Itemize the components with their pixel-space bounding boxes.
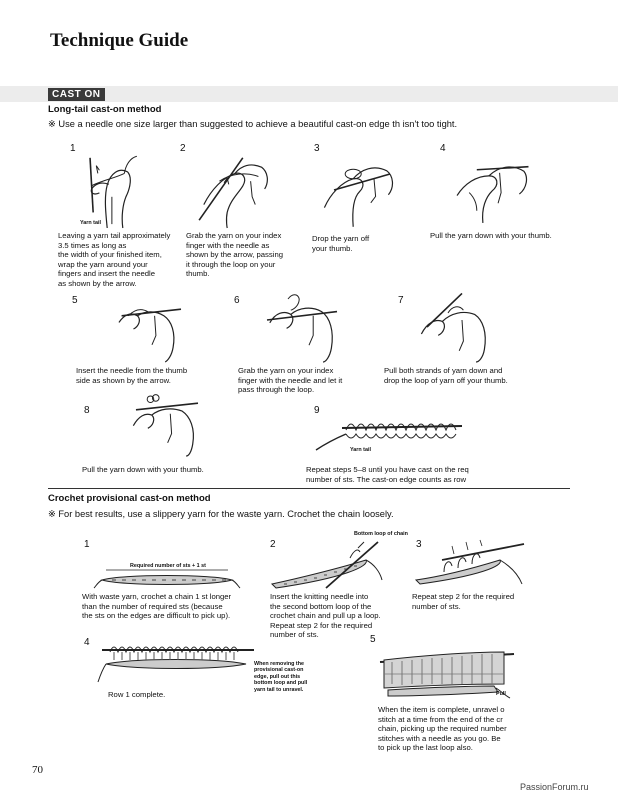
step-8-number: 8 bbox=[84, 405, 90, 416]
page-number: 70 bbox=[32, 764, 43, 776]
step-2-illustration bbox=[180, 150, 290, 228]
step-7-caption: Pull both strands of yarn down and drop the loop of yarn off your thumb. bbox=[384, 366, 508, 385]
yarn-tail-label: Yarn tail bbox=[80, 220, 101, 226]
crochet-step-3-number: 3 bbox=[416, 539, 422, 550]
crochet-step-1-illustration bbox=[92, 566, 242, 590]
step-9-illustration bbox=[312, 416, 462, 456]
step-5-caption: Insert the needle from the thumb side as shown by the arrow. bbox=[76, 366, 188, 385]
step-1-caption: Leaving a yarn tail approximately 3.5 times as long as the width of your finished item, wrap the yarn around your fingers and insert the needle as shown by the arrow. bbox=[58, 231, 171, 288]
step-7-number: 7 bbox=[398, 295, 404, 306]
step-5-number: 5 bbox=[72, 295, 78, 306]
crochet-step-1-caption: With waste yarn, crochet a chain 1 st longer than the number of required sts (because the sts on the edges are difficult to pick up). bbox=[82, 592, 232, 621]
crochet-heading: Crochet provisional cast-on method bbox=[48, 493, 211, 504]
long-tail-note: ※ Use a needle one size larger than suggested to achieve a beautiful cast-on edge th isn't too tight. bbox=[48, 119, 458, 129]
crochet-step-5-caption: When the item is complete, unravel o stitch at a time from the end of the cr chain, picking up the required number stitches with a needle as you go. Be to pick up the last loop also. bbox=[378, 705, 507, 753]
step-5-illustration bbox=[82, 296, 214, 362]
step-6-illustration bbox=[236, 292, 368, 362]
page-title: Technique Guide bbox=[50, 30, 189, 51]
removing-note-label: When removing the provisional cast-on edge, pull out this bottom loop and pull yarn tail to unravel. bbox=[254, 661, 308, 693]
required-sts-label: Required number of sts + 1 st bbox=[130, 563, 206, 569]
step-6-number: 6 bbox=[234, 295, 240, 306]
step-9-caption: Repeat steps 5–8 until you have cast on the req number of sts. The cast-on edge counts as row bbox=[306, 465, 469, 484]
step-4-caption: Pull the yarn down with your thumb. bbox=[430, 231, 552, 240]
step-4-illustration bbox=[432, 150, 552, 226]
section-badge: CAST ON bbox=[48, 88, 105, 101]
crochet-step-5-number: 5 bbox=[370, 634, 376, 645]
step-6-caption: Grab the yarn on your index finger with the needle and let it pass through the loop. bbox=[238, 366, 343, 395]
crochet-step-2-number: 2 bbox=[270, 539, 276, 550]
step-1-illustration bbox=[70, 150, 160, 228]
crochet-step-2-illustration bbox=[270, 538, 382, 590]
step-7-illustration bbox=[390, 292, 520, 362]
section-divider bbox=[48, 488, 570, 489]
crochet-step-4-caption: Row 1 complete. bbox=[108, 690, 166, 699]
step-4-number: 4 bbox=[440, 143, 446, 154]
crochet-step-4-illustration bbox=[96, 636, 254, 684]
step-1-number: 1 bbox=[70, 143, 76, 154]
pull-label: Pull bbox=[496, 691, 506, 697]
crochet-step-3-illustration bbox=[414, 540, 526, 588]
long-tail-heading: Long-tail cast-on method bbox=[48, 104, 162, 115]
step-9-number: 9 bbox=[314, 405, 320, 416]
step-2-number: 2 bbox=[180, 143, 186, 154]
step-8-caption: Pull the yarn down with your thumb. bbox=[82, 465, 204, 474]
step-3-number: 3 bbox=[314, 143, 320, 154]
crochet-note: ※ For best results, use a slippery yarn for the waste yarn. Crochet the chain loosely. bbox=[48, 509, 394, 519]
crochet-step-4-number: 4 bbox=[84, 637, 90, 648]
crochet-step-3-caption: Repeat step 2 for the required number of sts. bbox=[412, 592, 515, 611]
step-2-caption: Grab the yarn on your index finger with the needle as shown by the arrow, passing it through the loop on your thumb. bbox=[186, 231, 284, 279]
step-8-illustration bbox=[100, 390, 230, 456]
crochet-step-2-caption: Insert the knitting needle into the second bottom loop of the crochet chain and pull up a loop. Repeat step 2 for the required number of sts. bbox=[270, 592, 381, 640]
watermark: PassionForum.ru bbox=[520, 782, 589, 792]
step-3-illustration bbox=[302, 150, 414, 230]
bottom-loop-label: Bottom loop of chain bbox=[354, 531, 408, 537]
crochet-step-1-number: 1 bbox=[84, 539, 90, 550]
step-3-caption: Drop the yarn off your thumb. bbox=[312, 234, 370, 253]
yarn-tail-label-2: Yarn tail bbox=[350, 447, 371, 453]
